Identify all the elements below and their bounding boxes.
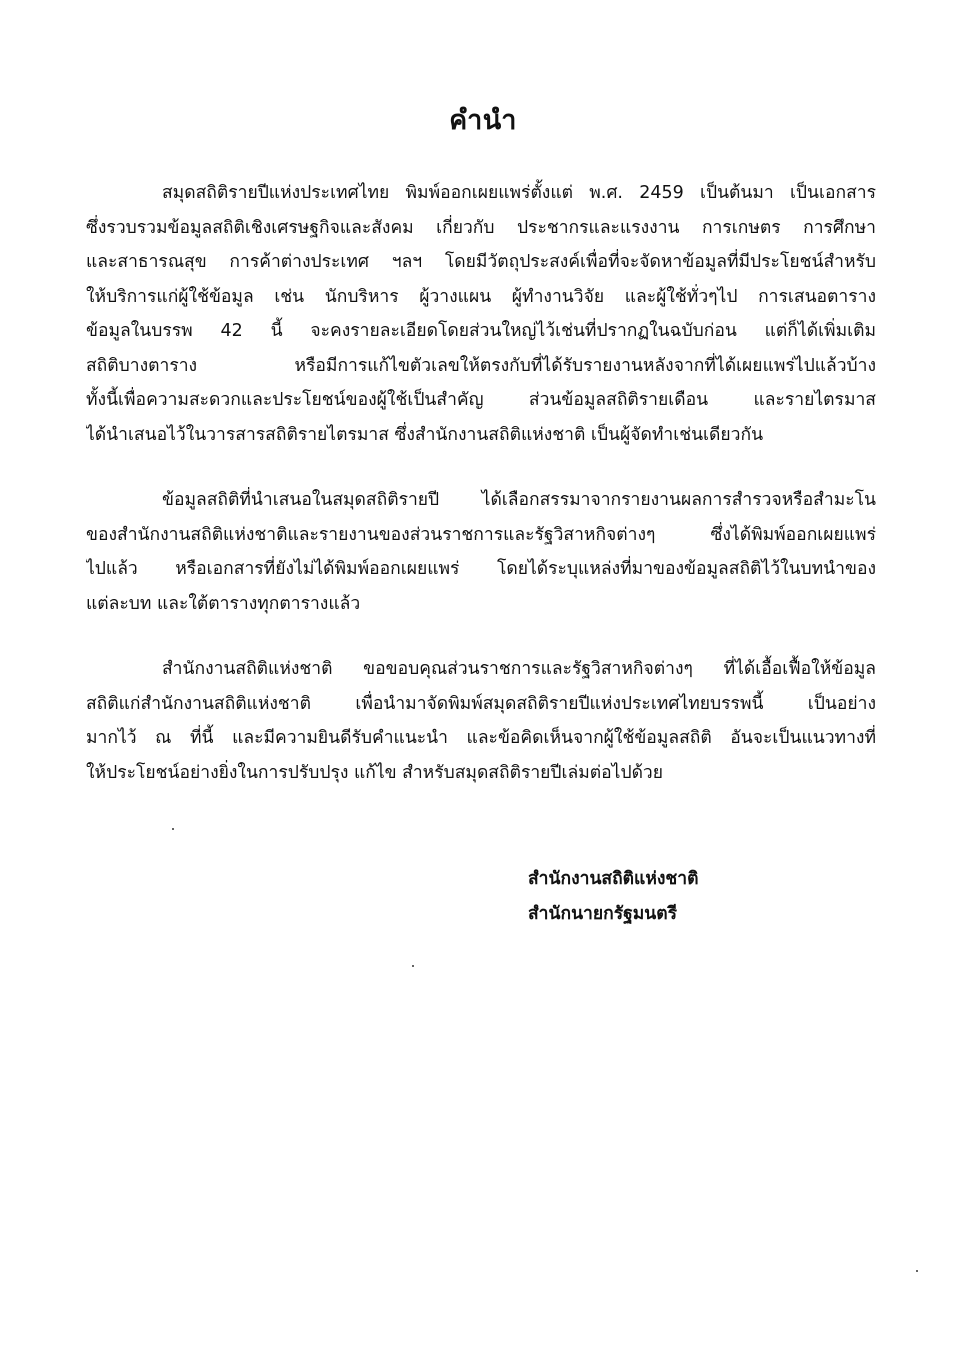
paragraph-line: และสาธารณสุข การค้าต่างประเทศ ฯลฯ โดยมีวัตถุประสงค์เพื่อที่จะจัดหาข้อมูลที่มีประโยชน์สำหรับ [86, 252, 876, 272]
paragraph-line: ของสำนักงานสถิติแห่งชาติและรายงานของส่วนราชการและรัฐวิสาหกิจต่างๆ ซึ่งได้พิมพ์ออกเผยแพร่ [86, 524, 876, 545]
paragraph-line: ทั้งนี้เพื่อความสะดวกและประโยชน์ของผู้ใช้เป็นสำคัญ ส่วนข้อมูลสถิติรายเดือน และรายไตรมาส [86, 390, 876, 410]
paragraph-line: ข้อมูลสถิติที่นำเสนอในสมุดสถิติรายปี ได้เลือกสรรมาจากรายงานผลการสำรวจหรือสำมะโน [162, 490, 876, 510]
paragraph-line: ไปแล้ว หรือเอกสารที่ยังไม่ได้พิมพ์ออกเผยแพร่ โดยได้ระบุแหล่งที่มาของข้อมูลสถิติไว้ในบทนำของ [86, 559, 876, 579]
page-title: คำนำ [449, 105, 517, 136]
paragraph-line: แต่ละบท และใต้ตารางทุกตารางแล้ว [86, 593, 361, 614]
paragraph-line: ให้บริการแก่ผู้ใช้ข้อมูล เช่น นักบริหาร ผู้วางแผน ผู้ทำงานวิจัย และผู้ใช้ทั่วๆไป การเสนอตาราง [86, 286, 876, 307]
paragraph-line: ให้ประโยชน์อย่างยิ่งในการปรับปรุง แก้ไข สำหรับสมุดสถิติรายปีเล่มต่อไปด้วย [86, 762, 664, 783]
paragraph-line: มากไว้ ณ ที่นี้ และมีความยินดีรับคำแนะนำ และข้อคิดเห็นจากผู้ใช้ข้อมูลสถิติ อันจะเป็นแนวทางที่ [86, 728, 876, 748]
signature-department: สำนักนายกรัฐมนตรี [528, 904, 678, 924]
paragraph-line: ซึ่งรวบรวมข้อมูลสถิติเชิงเศรษฐกิจและสังคม เกี่ยวกับ ประชากรและแรงงาน การเกษตร การศึกษา [86, 217, 876, 238]
paragraph-line: สถิติแก่สำนักงานสถิติแห่งชาติ เพื่อนำมาจัดพิมพ์สมุดสถิติรายปีแห่งประเทศไทยบรรพนี้ เป็นอย่าง [86, 693, 876, 714]
signature-office: สำนักงานสถิติแห่งชาติ [528, 869, 699, 889]
paragraph-line: ได้นำเสนอไว้ในวารสารสถิติรายไตรมาส ซึ่งสำนักงานสถิติแห่งชาติ เป็นผู้จัดทำเช่นเดียวกัน [86, 424, 764, 445]
scan-speck [172, 828, 174, 830]
paragraph-3 [86, 652, 876, 790]
signature-block [528, 862, 698, 932]
paragraph-line: สำนักงานสถิติแห่งชาติ ขอขอบคุณส่วนราชการและรัฐวิสาหกิจต่างๆ ที่ได้เอื้อเฟื้อให้ข้อมูล [162, 659, 876, 679]
paragraph-1 [86, 176, 876, 452]
paragraph-line: สมุดสถิติรายปีแห่งประเทศไทย พิมพ์ออกเผยแพร่ตั้งแต่ พ.ศ. 2459 เป็นต้นมา เป็นเอกสาร [162, 183, 876, 203]
paragraph-line: ข้อมูลในบรรพ 42 นี้ จะคงรายละเอียดโดยส่วนใหญ่ไว้เช่นที่ปรากฏในฉบับก่อน แต่ก็ได้เพิ่มเติม [86, 321, 876, 341]
paragraph-line: สถิติบางตาราง หรือมีการแก้ไขตัวเลขให้ตรงกับที่ได้รับรายงานหลังจากที่ได้เผยแพร่ไปแล้วบ้าง [86, 355, 876, 376]
scan-speck [916, 1270, 918, 1272]
paragraph-2 [86, 483, 876, 621]
scan-speck [412, 965, 414, 967]
